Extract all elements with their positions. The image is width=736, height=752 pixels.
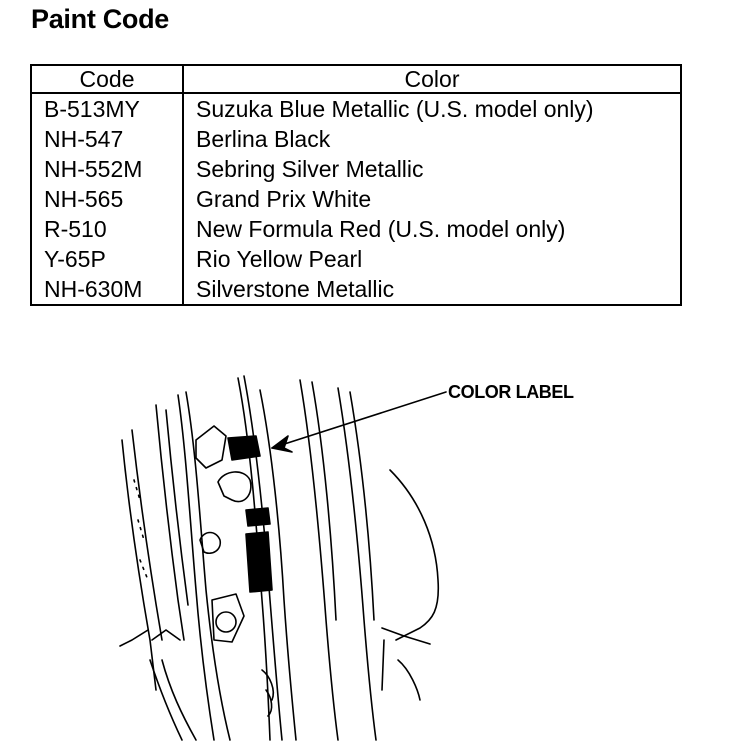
door-jamb-illustration: [0, 330, 736, 752]
table-row: [31, 244, 681, 274]
color-label-callout: COLOR LABEL: [448, 382, 574, 402]
column-header-color: Color: [183, 65, 681, 93]
color-cell: Sebring Silver Metallic: [196, 156, 424, 182]
code-cell: NH-565: [31, 184, 183, 214]
table-row: [31, 184, 681, 214]
table-row: [31, 93, 681, 124]
color-cell: Berlina Black: [196, 126, 331, 152]
code-cell: B-513MY: [31, 93, 183, 124]
color-cell: Rio Yellow Pearl: [196, 246, 363, 272]
paint-code-table: [30, 64, 682, 306]
code-cell: NH-547: [31, 124, 183, 154]
table-row: [31, 274, 681, 305]
code-cell: Y-65P: [31, 244, 183, 274]
color-cell: Suzuka Blue Metallic (U.S. model only): [196, 96, 594, 122]
color-cell: Silverstone Metallic: [196, 276, 395, 302]
table-header-row: [31, 65, 681, 93]
table-row: [31, 124, 681, 154]
column-header-code: Code: [31, 65, 183, 93]
code-cell: NH-552M: [31, 154, 183, 184]
color-cell: Grand Prix White: [196, 186, 372, 212]
table-row: [31, 154, 681, 184]
color-cell: New Formula Red (U.S. model only): [196, 216, 566, 242]
code-cell: R-510: [31, 214, 183, 244]
callout-arrow: [272, 392, 446, 452]
code-cell: NH-630M: [31, 274, 183, 305]
page-title: Paint Code: [31, 4, 170, 34]
body-panel: [382, 470, 438, 700]
table-row: [31, 214, 681, 244]
